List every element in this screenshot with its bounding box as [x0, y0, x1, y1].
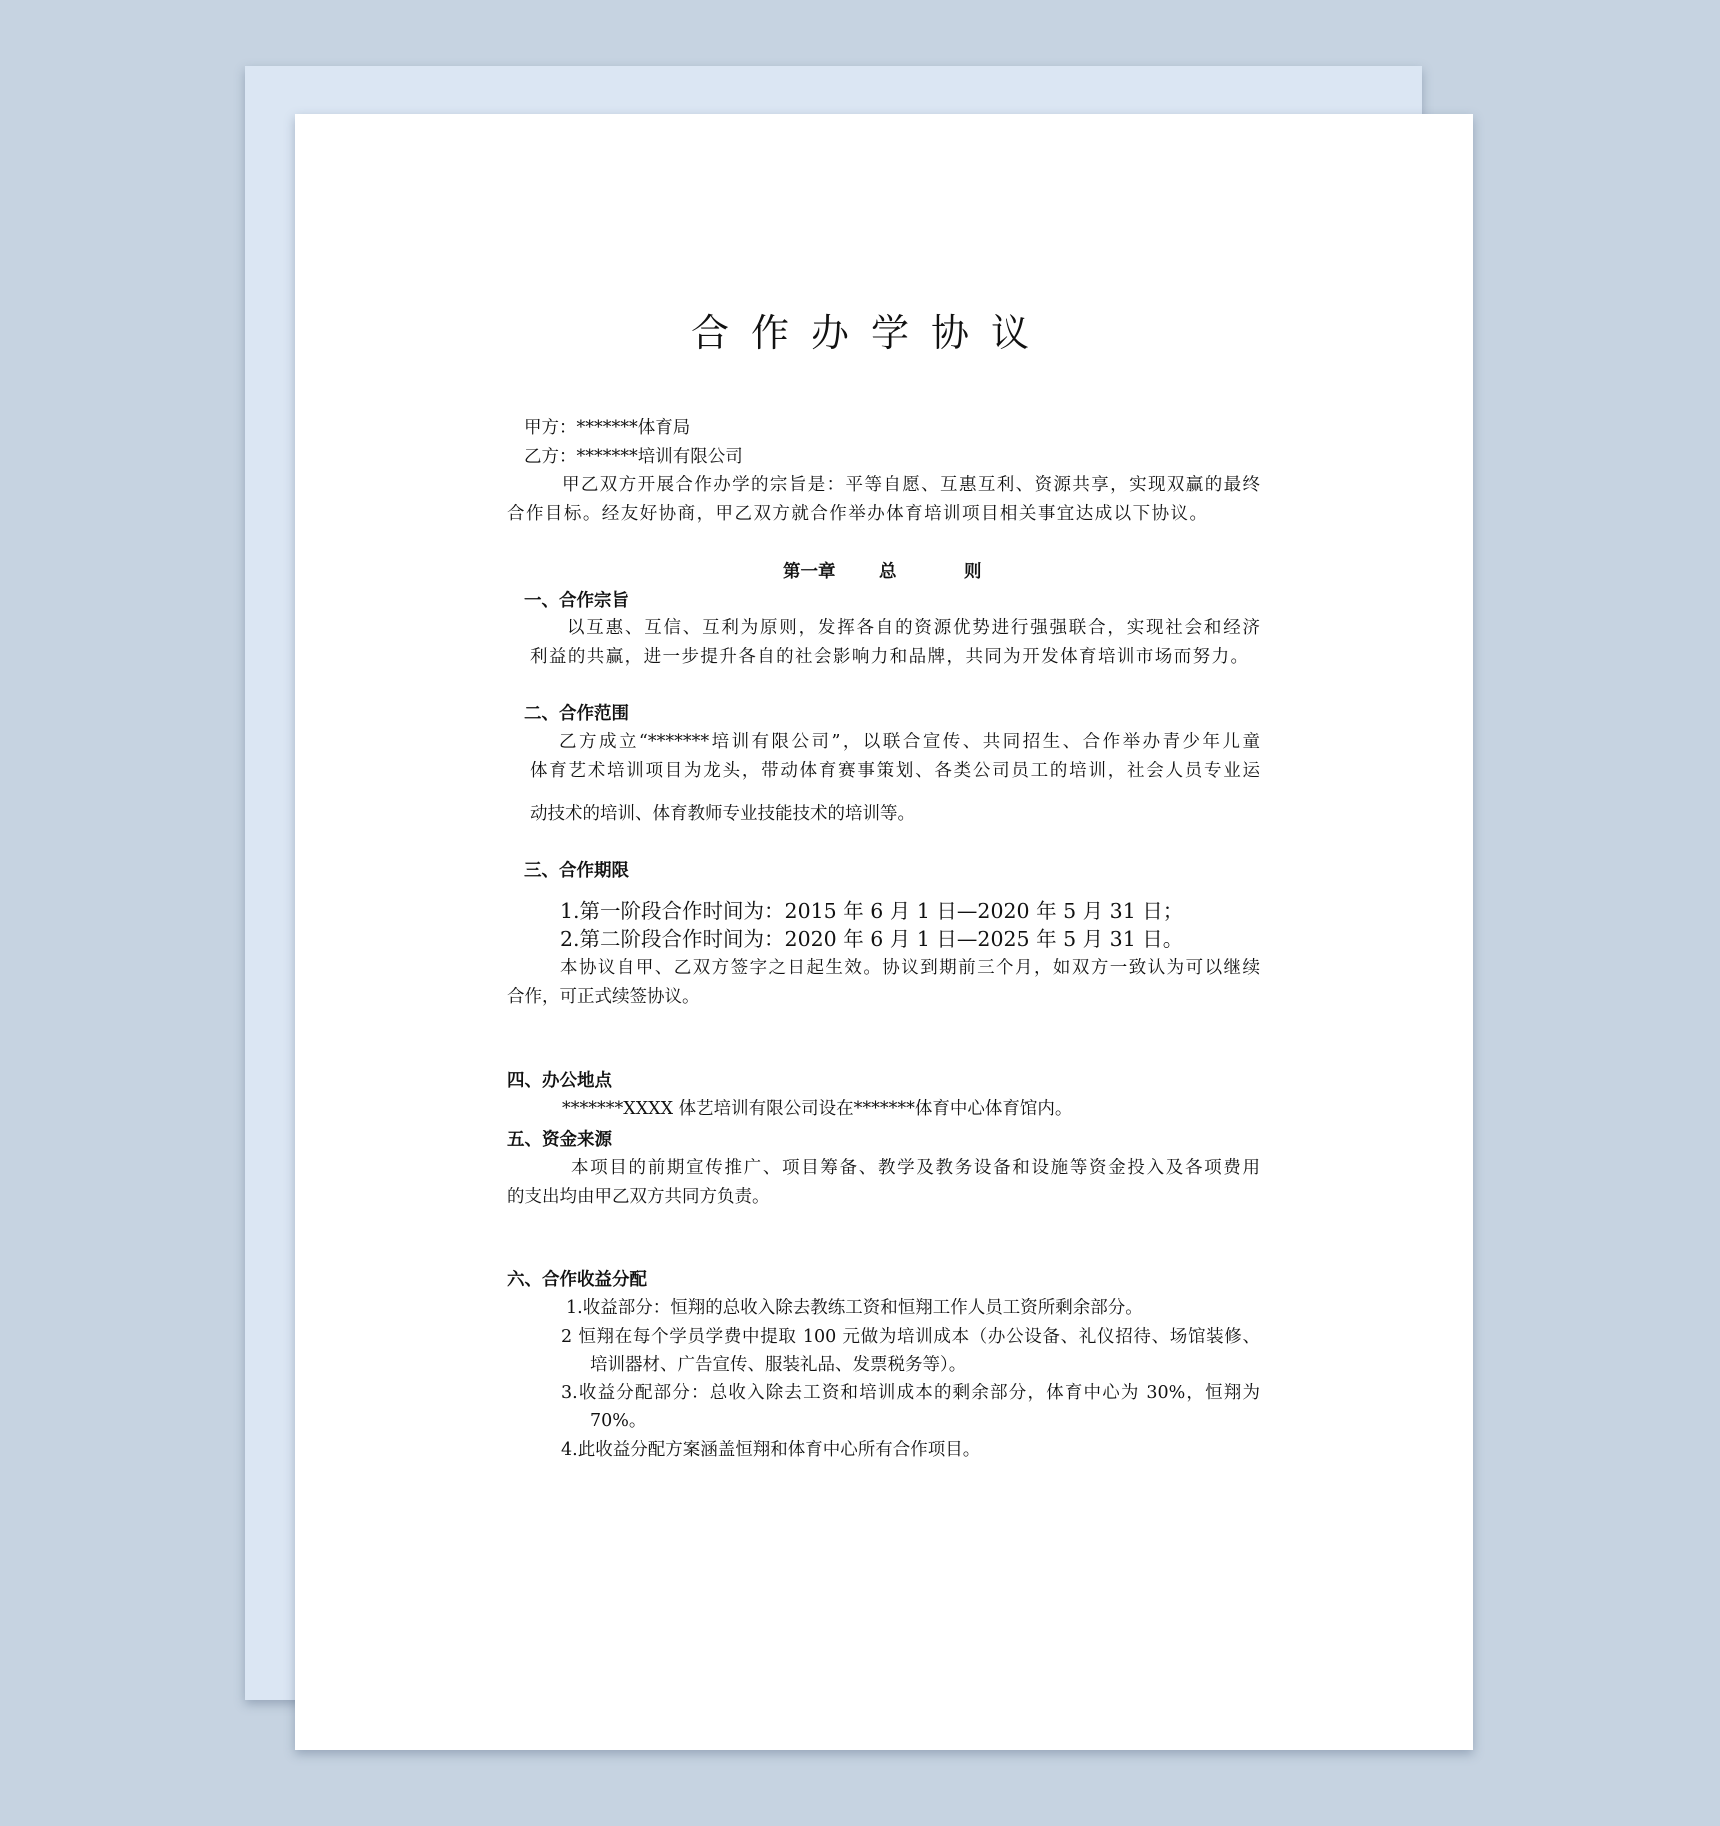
intro-line: 甲乙双方开展合作办学的宗旨是：平等自愿、互惠互利、资源共享，实现双赢的最终 — [562, 475, 1260, 495]
party-b: 乙方：*******培训有限公司 — [524, 447, 743, 467]
section-heading: 二、合作范围 — [524, 704, 629, 724]
document-title: 合作办学协议 — [690, 311, 1051, 355]
section-text: 体育艺术培训项目为龙头，带动体育赛事策划、各类公司员工的培训，社会人员专业运 — [530, 761, 1260, 781]
intro-line: 合作目标。经友好协商，甲乙双方就合作举办体育培训项目相关事宜达成以下协议。 — [507, 504, 1207, 524]
list-item: 70%。 — [590, 1411, 647, 1431]
section-heading: 三、合作期限 — [524, 861, 629, 881]
section-text: 动技术的培训、体育教师专业技能技术的培训等。 — [530, 804, 915, 824]
chapter-title-word: 总 — [879, 562, 897, 582]
list-item: 1.收益部分：恒翔的总收入除去教练工资和恒翔工作人员工资所剩余部分。 — [566, 1298, 1143, 1318]
section-text: 本协议自甲、乙双方签字之日起生效。协议到期前三个月，如双方一致认为可以继续 — [560, 958, 1260, 978]
section-text: 乙方成立“*******培训有限公司”，以联合宣传、共同招生、合作举办青少年儿童 — [559, 732, 1260, 752]
section-text: 的支出均由甲乙双方共同方负责。 — [507, 1187, 770, 1207]
section-heading: 六、合作收益分配 — [507, 1270, 647, 1290]
section-text: 合作，可正式续签协议。 — [507, 987, 700, 1007]
list-item: 2 恒翔在每个学员学费中提取 100 元做为培训成本（办公设备、礼仪招待、场馆装修、 — [561, 1327, 1260, 1347]
period-item: 1.第一阶段合作时间为：2015 年 6 月 1 日—2020 年 5 月 31 日； — [560, 899, 1184, 923]
list-item: 培训器材、广告宣传、服装礼品、发票税务等）。 — [590, 1355, 967, 1375]
section-heading: 五、资金来源 — [507, 1130, 612, 1150]
period-item: 2.第二阶段合作时间为：2020 年 6 月 1 日—2025 年 5 月 31 日。 — [560, 927, 1184, 951]
section-heading: 一、合作宗旨 — [524, 591, 629, 611]
section-text: 以互惠、互信、互利为原则，发挥各自的资源优势进行强强联合，实现社会和经济 — [567, 618, 1260, 638]
section-text: *******XXXX 体艺培训有限公司设在*******体育中心体育馆内。 — [562, 1099, 1073, 1119]
list-item: 4.此收益分配方案涵盖恒翔和体育中心所有合作项目。 — [561, 1440, 981, 1460]
chapter-number: 第一章 — [783, 562, 836, 582]
list-item: 3.收益分配部分：总收入除去工资和培训成本的剩余部分，体育中心为 30%，恒翔为 — [561, 1383, 1260, 1403]
section-text: 利益的共赢，进一步提升各自的社会影响力和品牌，共同为开发体育培训市场而努力。 — [530, 647, 1248, 667]
party-a: 甲方：*******体育局 — [524, 418, 691, 438]
chapter-title-word: 则 — [964, 562, 982, 582]
section-heading: 四、办公地点 — [507, 1071, 612, 1091]
section-text: 本项目的前期宣传推广、项目筹备、教学及教务设备和设施等资金投入及各项费用 — [571, 1158, 1260, 1178]
